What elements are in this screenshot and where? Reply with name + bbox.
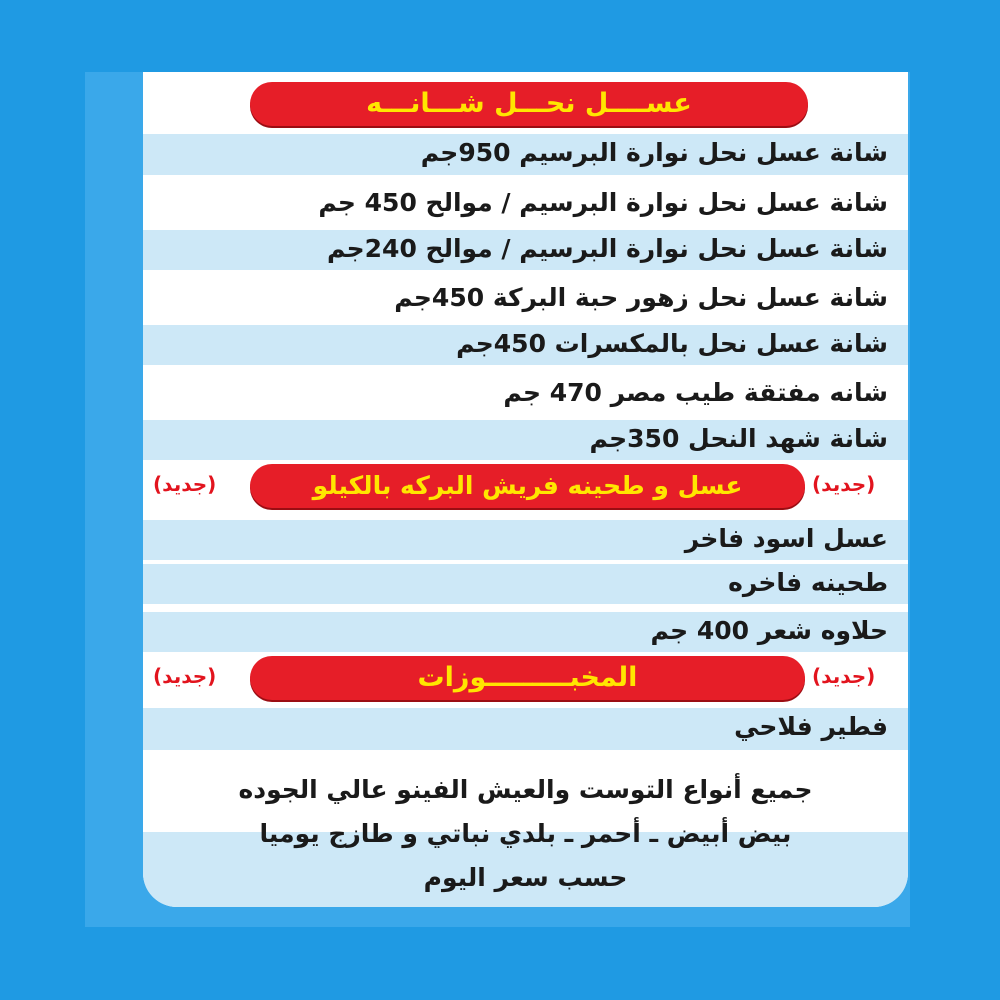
new-badge: (جديد) (812, 472, 876, 496)
new-badge: (جديد) (153, 664, 217, 688)
list-item: شانة عسل نحل بالمكسرات 450جم (143, 325, 908, 365)
honey-section-header: عســــل نحـــل شـــانـــه (250, 82, 808, 126)
list-item: فطير فلاحي (143, 708, 908, 750)
list-item: شانة عسل نحل نوارة البرسيم 950جم (143, 134, 908, 175)
list-item: شانة عسل نحل نوارة البرسيم / موالح 240جم (143, 230, 908, 270)
list-item: حلاوه شعر 400 جم (143, 612, 908, 652)
footer-line: جميع أنواع التوست والعيش الفينو عالي الجوده (238, 775, 813, 804)
footer-text (143, 768, 908, 900)
row-divider (143, 604, 908, 612)
new-badge: (جديد) (812, 664, 876, 688)
list-item: شانة شهد النحل 350جم (143, 420, 908, 460)
bakery-section-header: المخبـــــــــوزات (250, 656, 805, 700)
footer-line: بيض أبيض ـ أحمر ـ بلدي نباتي و طازج يوميا (259, 819, 792, 848)
new-badge: (جديد) (153, 472, 217, 496)
footer-line: حسب سعر اليوم (423, 863, 628, 892)
list-item: شانة عسل نحل نوارة البرسيم / موالح 450 جم (143, 175, 908, 230)
list-item: شانه مفتقة طيب مصر 470 جم (143, 365, 908, 420)
list-item: عسل اسود فاخر (143, 520, 908, 560)
list-item: شانة عسل نحل زهور حبة البركة 450جم (143, 270, 908, 325)
list-item: طحينه فاخره (143, 564, 908, 604)
tahini-section-header: عسل و طحينه فريش البركه بالكيلو (250, 464, 805, 508)
